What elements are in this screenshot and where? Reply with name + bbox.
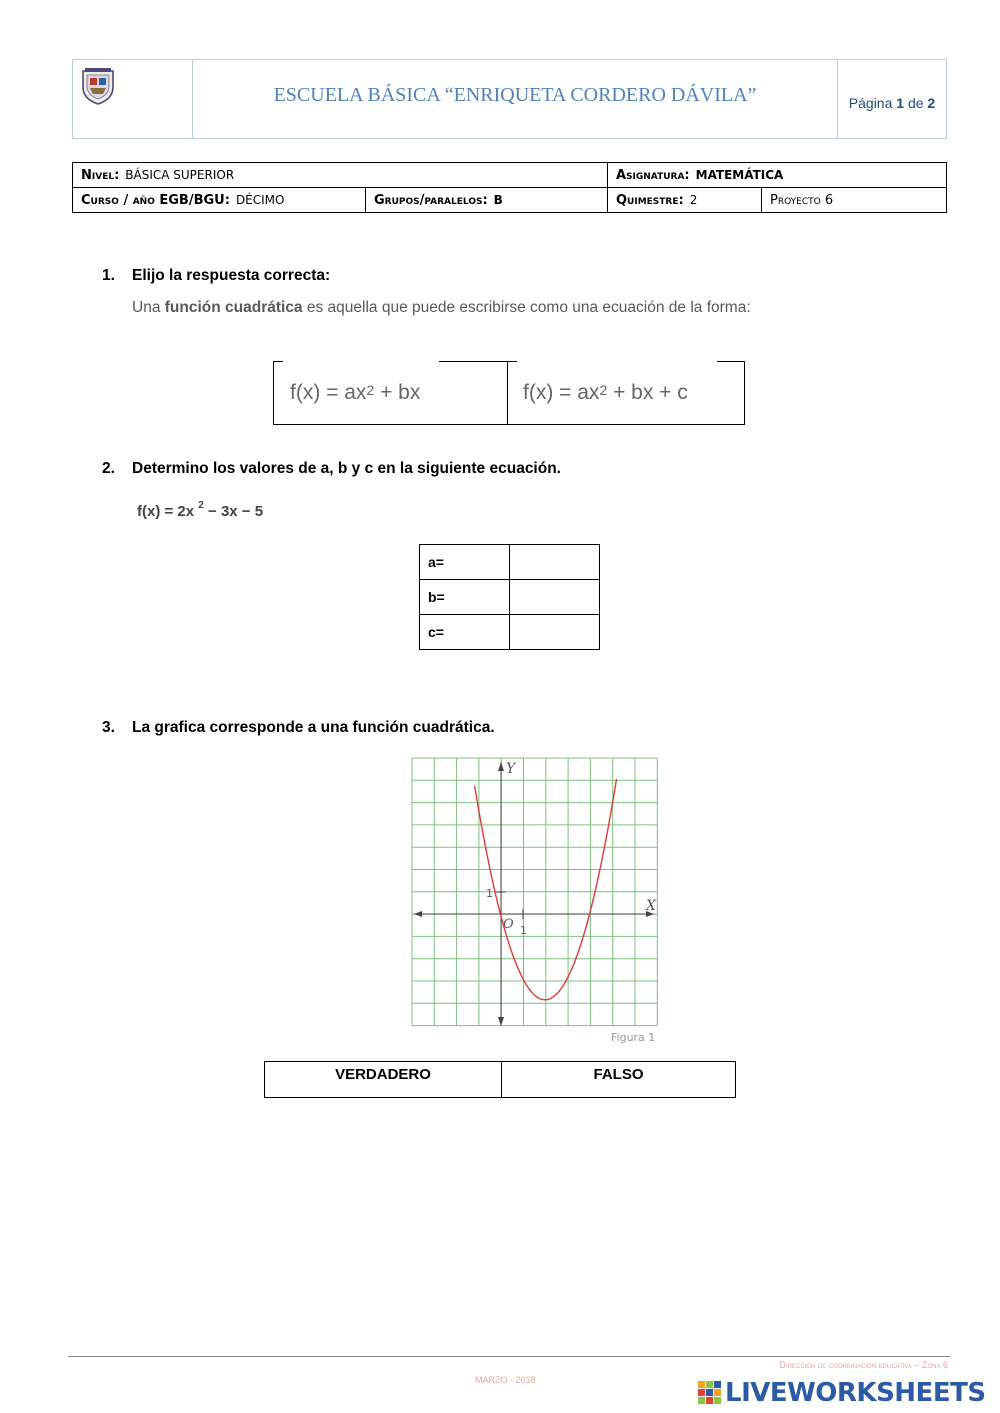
asignatura-cell [608,163,947,188]
coef-b-input[interactable] [510,580,600,615]
question-3-title [102,719,495,737]
option-a-exp: 2 [366,382,375,398]
brand-text: LIVEWORKSHEETS [725,1378,986,1408]
question-2-title [102,460,561,478]
grupos-cell [366,188,608,213]
option-a-tail: + bx [374,381,421,404]
liveworksheets-brand[interactable] [698,1378,986,1408]
intro-bold: función cuadrática [164,299,303,316]
coef-a-input[interactable] [510,545,600,580]
y-tick-label: 1 [486,887,493,900]
footer-date: MARZO - 2018 [475,1375,536,1385]
page-current: 1 [896,95,905,111]
table-row [420,615,600,650]
option-b-tail: + bx + c [607,381,688,404]
asignatura-value: MATEMÁTICA [695,167,784,182]
origin-label: O [503,917,514,932]
formula-option-a[interactable] [290,361,420,425]
school-crest-icon [77,65,119,107]
proyecto-cell [762,188,947,213]
question-2-text: Determino los valores de a, b y c en la siguiente ecuación. [132,460,561,477]
quimestre-value: 2 [689,192,698,207]
parabola-graph [406,754,662,1048]
formula-option-b[interactable] [523,361,688,425]
graph-grid [412,758,657,1026]
figure-caption: Figura 1 [611,1031,656,1044]
coef-c-input[interactable] [510,615,600,650]
grupos-value: B [493,192,503,207]
nivel-cell [73,163,608,188]
question-3-number: 3. [102,719,115,736]
question-2-number: 2. [102,460,115,477]
question-1-text: Elijo la respuesta correcta: [132,267,331,284]
y-axis-arrow-down [498,1017,504,1026]
school-logo-cell [73,60,193,138]
intro-post: es aquella que puede escribirse como una ecuación de la forma: [306,299,751,316]
eq-tail: − 3x − 5 [203,503,264,520]
table-row [265,1062,736,1098]
option-b-base: f(x) = ax [523,381,600,404]
course-info-table [72,162,947,213]
asignatura-label: Asignatura: [616,167,690,183]
school-title: ESCUELA BÁSICA “ENRIQUETA CORDERO DÁVILA” [193,60,838,138]
quimestre-label: Quimestre: [616,192,684,208]
x-axis-arrow-left [414,911,422,917]
page-word: Página [848,95,893,111]
y-axis-arrow-up [498,762,504,771]
question-1-title [102,267,330,285]
quimestre-cell [608,188,762,213]
page-of: de [907,95,924,111]
liveworksheets-logo-icon [698,1381,722,1405]
page-total: 2 [927,95,936,111]
option-b-exp: 2 [599,382,608,398]
document-header [72,59,947,139]
grupos-label: Grupos/paralelos: [374,192,488,208]
formula-options [273,361,745,425]
question-1-number: 1. [102,267,115,284]
intro-pre: Una [132,299,161,316]
option-verdadero[interactable]: VERDADERO [265,1062,502,1098]
coefficients-table [419,544,600,650]
option-falso[interactable]: FALSO [502,1062,736,1098]
coef-a-label: a= [420,545,510,580]
eq-exp: 2 [198,500,204,511]
y-axis-label: Y [506,761,516,777]
proyecto-label: Proyecto 6 [770,192,834,208]
table-row [420,545,600,580]
table-row [420,580,600,615]
true-false-table [264,1061,736,1098]
nivel-label: Nivel: [81,167,120,183]
footer-divider [68,1356,950,1357]
option-a-base: f(x) = ax [290,381,367,404]
nivel-value: BÁSICA SUPERIOR [125,167,235,182]
question-3-text: La grafica corresponde a una función cuadrática. [132,719,495,736]
page-indicator [838,60,946,138]
question-2-equation [137,502,263,520]
footer-department: Dirección de coordinación educativa – Zona 6 [779,1360,948,1370]
coef-b-label: b= [420,580,510,615]
curso-label: Curso / año EGB/BGU: [81,192,230,208]
curso-cell [73,188,366,213]
curso-value: DÉCIMO [235,192,285,207]
question-1-intro [132,299,751,317]
x-axis-label: X [646,898,656,914]
x-tick-label: 1 [520,924,527,937]
coef-c-label: c= [420,615,510,650]
eq-base: f(x) = 2x [137,503,199,520]
